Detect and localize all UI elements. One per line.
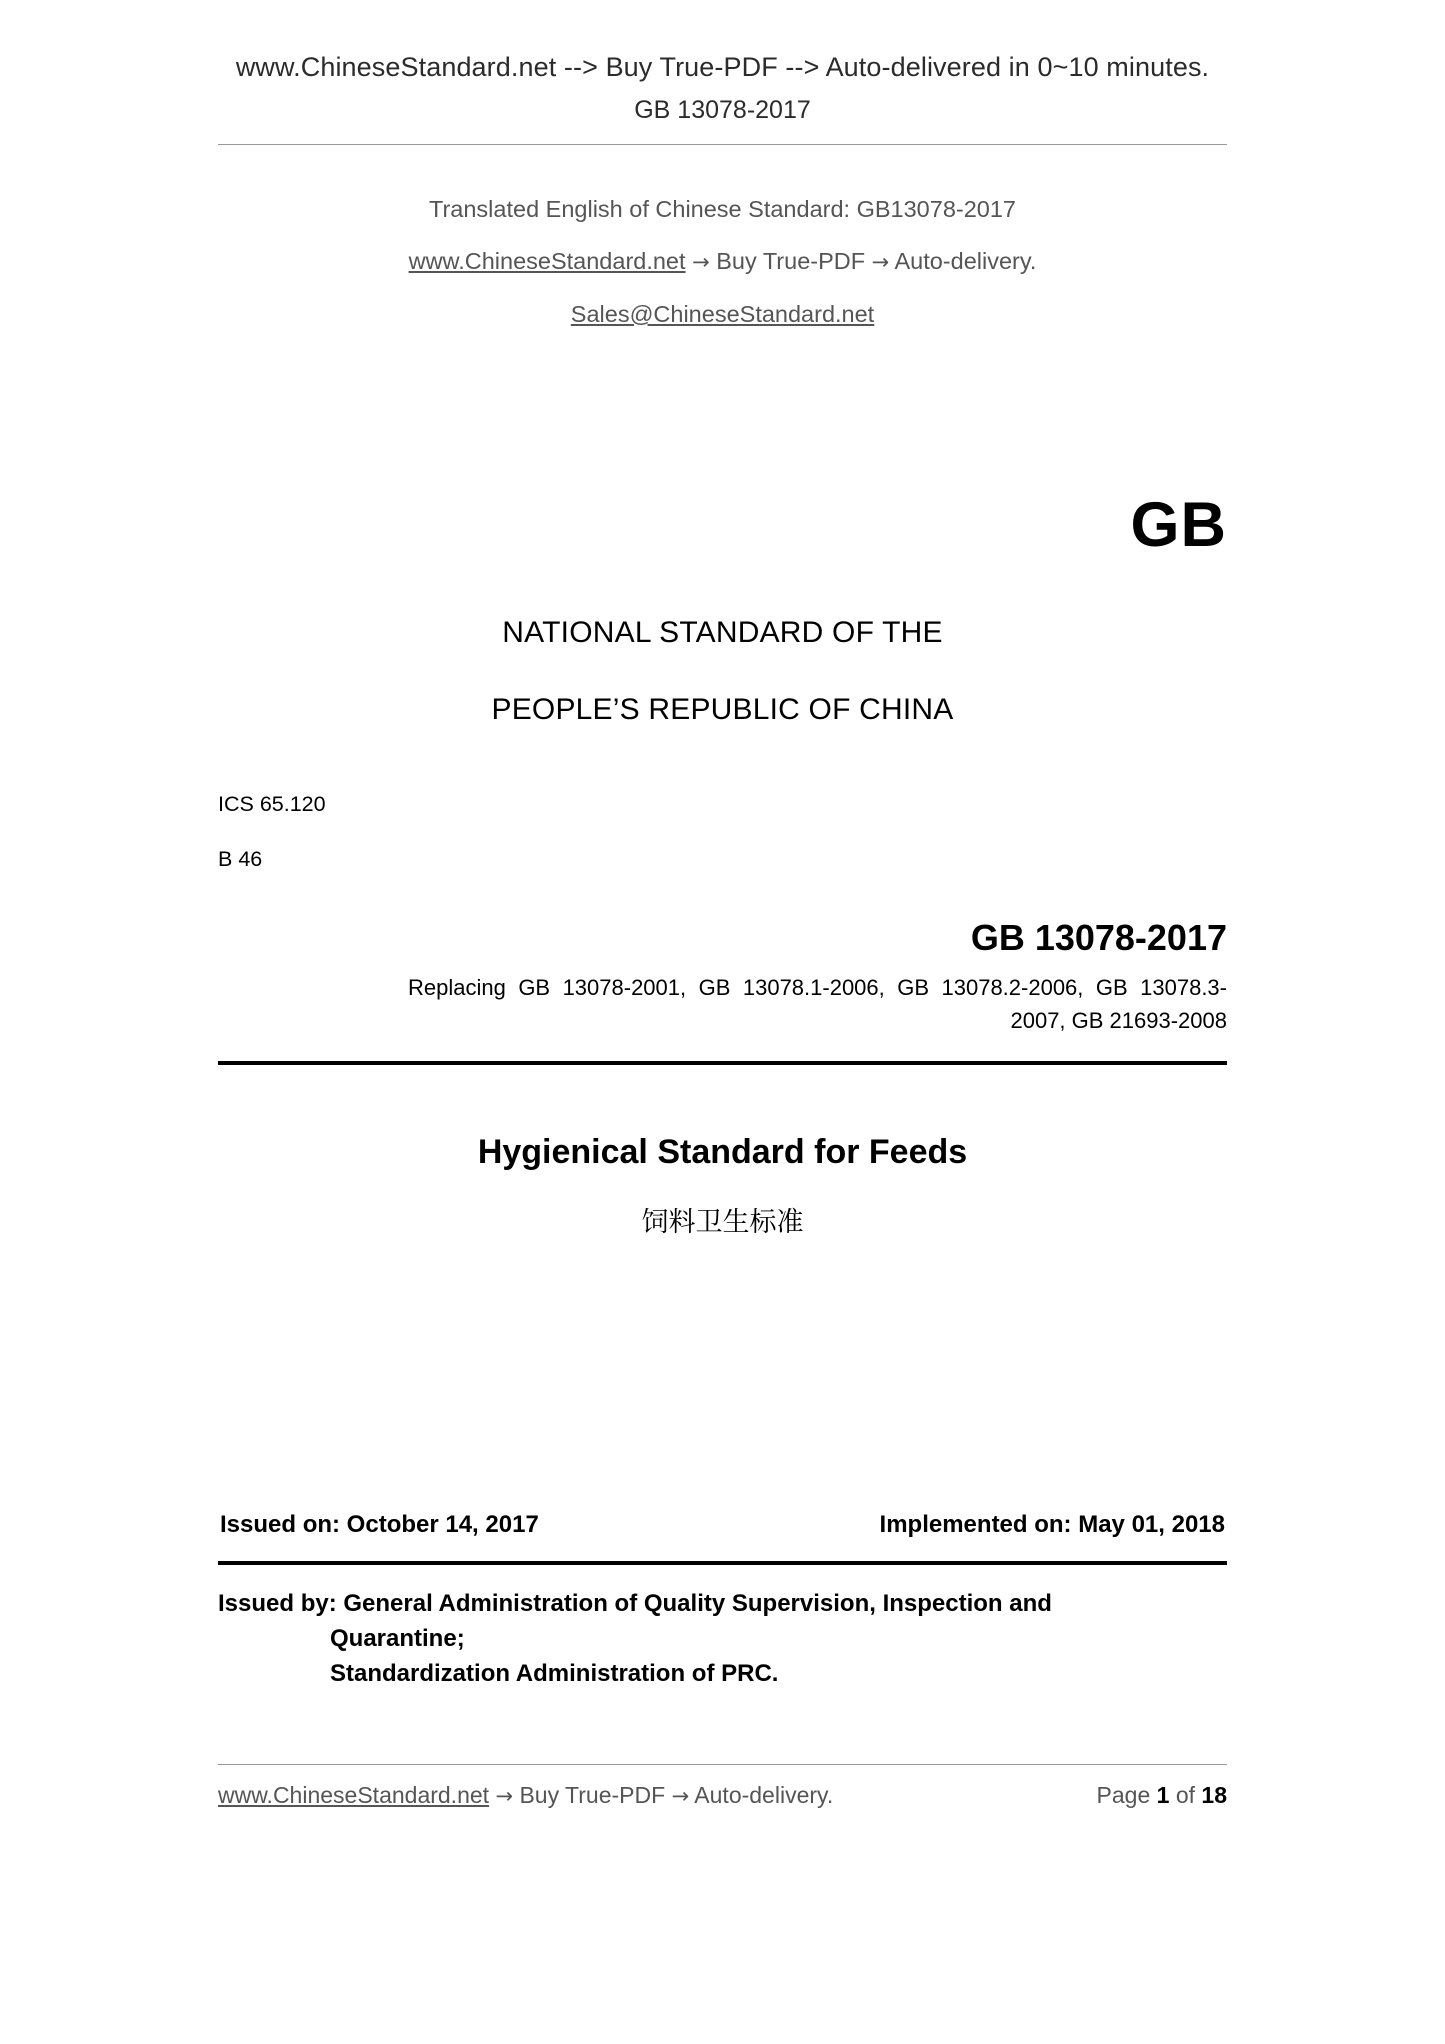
arrow-right-icon-4: →	[671, 1784, 690, 1808]
page-number: 1	[1156, 1782, 1170, 1808]
footer-delivery-label: Auto-delivery.	[694, 1782, 834, 1808]
page-footer	[218, 1782, 1227, 1809]
footer-buy-label[interactable]: Buy True-PDF	[519, 1782, 666, 1808]
intro-buy-label[interactable]: Buy True-PDF	[716, 248, 866, 274]
page-of-label: of	[1175, 1782, 1196, 1808]
issue-dates-row	[218, 1511, 1227, 1539]
arrow-right-icon: →	[692, 250, 710, 274]
intro-links-line	[218, 235, 1227, 288]
intro-delivery-label: Auto-delivery.	[894, 248, 1037, 274]
intro-block	[218, 183, 1227, 340]
issued-by-line-3: Standardization Administration of PRC.	[330, 1660, 779, 1687]
issued-by-block	[218, 1586, 1227, 1691]
page-indicator	[1097, 1782, 1227, 1809]
implemented-on-date: Implemented on: May 01, 2018	[879, 1511, 1225, 1538]
cover-divider-bottom	[218, 1561, 1227, 1565]
national-standard-line-2: PEOPLE’S REPUBLIC OF CHINA	[491, 693, 954, 726]
footer-divider	[218, 1764, 1227, 1765]
intro-email-line	[218, 288, 1227, 340]
replacing-standards: Replacing GB 13078-2001, GB 13078.1-2006, GB 13078.2-2006, GB 13078.3-2007, GB 21693-2008	[408, 975, 1227, 1033]
issued-by-line-2: Quarantine;	[330, 1625, 465, 1652]
document-title-en: Hygienical Standard for Feeds	[477, 1133, 968, 1171]
arrow-right-icon-3: →	[495, 1784, 514, 1808]
cover-divider-top	[218, 1061, 1227, 1065]
national-standard-line-1: NATIONAL STANDARD OF THE	[502, 616, 943, 649]
classification-code: B 46	[218, 847, 263, 871]
arrow-right-icon-2: →	[871, 250, 890, 274]
header-divider	[218, 144, 1227, 145]
promo-banner	[218, 0, 1227, 125]
banner-standard-code: GB 13078-2017	[634, 96, 811, 124]
page-total: 18	[1201, 1782, 1227, 1808]
ics-code: ICS 65.120	[218, 792, 326, 816]
issued-by-line-1: Issued by: General Administration of Quality Supervision, Inspection and	[218, 1590, 1052, 1617]
banner-promo-text: www.ChineseStandard.net --> Buy True-PDF --> Auto-delivered in 0~10 minutes.	[235, 52, 1210, 82]
intro-site-link[interactable]: www.ChineseStandard.net	[408, 248, 686, 274]
footer-site-link[interactable]: www.ChineseStandard.net	[218, 1782, 490, 1808]
national-standard-heading	[218, 594, 1227, 748]
intro-translated-line: Translated English of Chinese Standard: GB13078-2017	[428, 196, 1016, 222]
gb-logo-mark: GB	[1130, 490, 1227, 560]
page-label: Page	[1096, 1782, 1151, 1808]
intro-email-link[interactable]: Sales@ChineseStandard.net	[570, 301, 875, 327]
document-title-cn: 饲料卫生标准	[641, 1207, 804, 1238]
footer-links	[218, 1782, 833, 1809]
classification-block	[218, 777, 1227, 887]
issued-on-date: Issued on: October 14, 2017	[220, 1511, 539, 1538]
standard-number: GB 13078-2017	[970, 917, 1227, 958]
